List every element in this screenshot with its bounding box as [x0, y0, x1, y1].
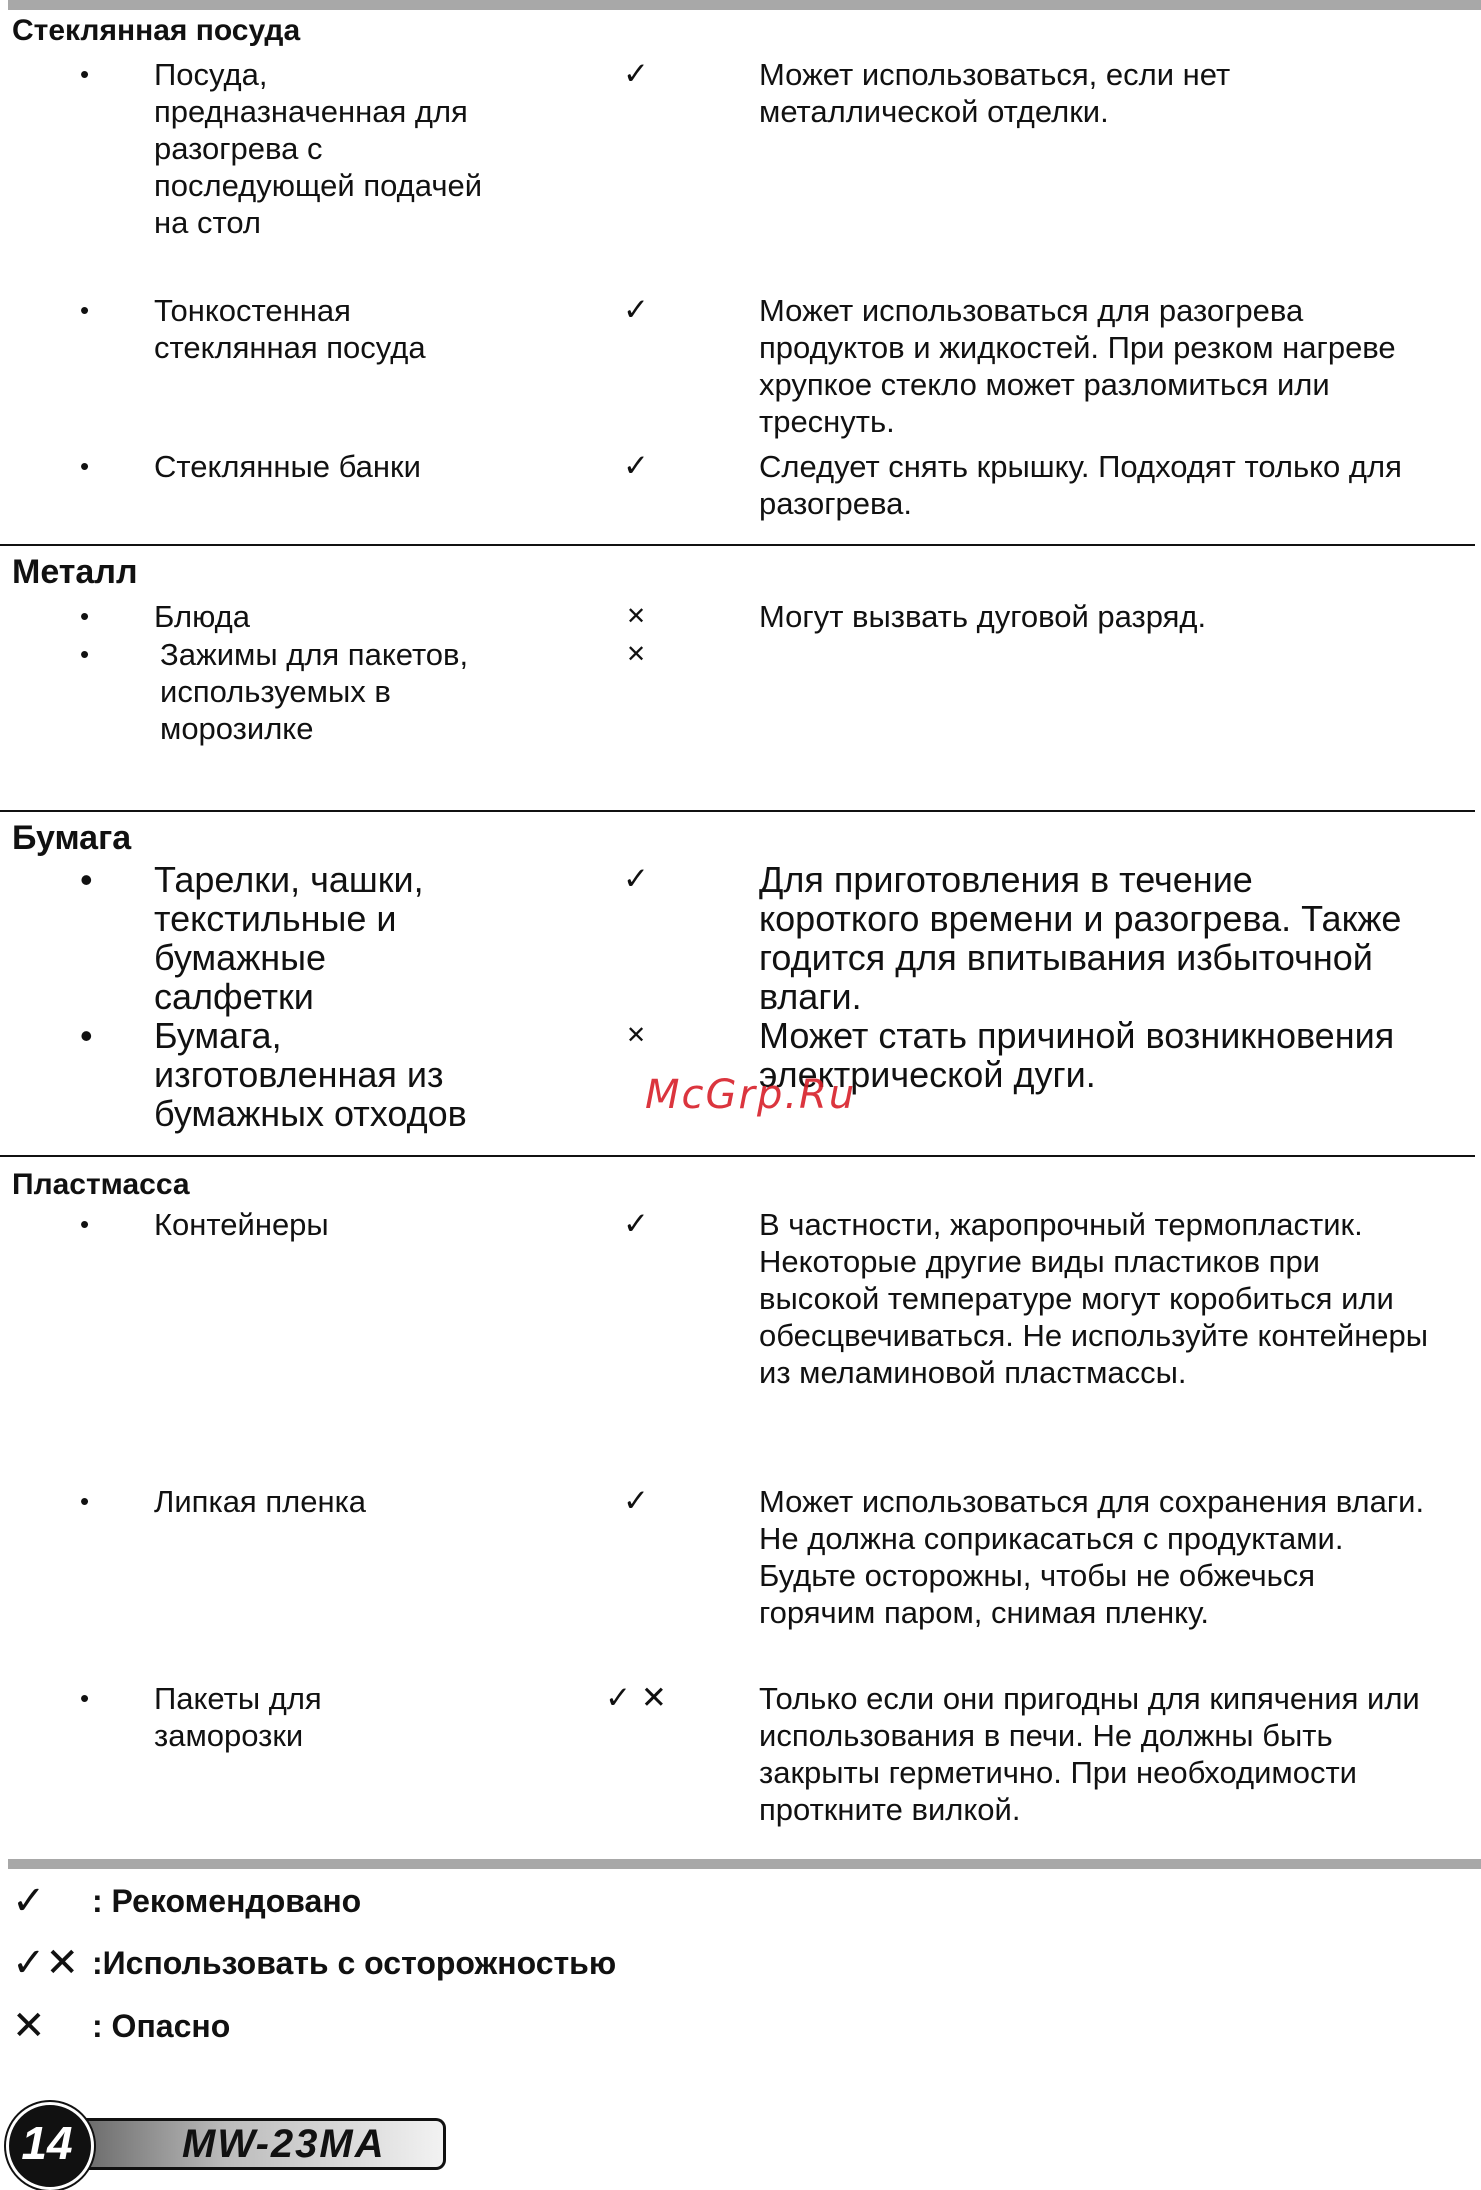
legend-label: : Опасно: [92, 2008, 231, 2044]
page-footer: [6, 2102, 456, 2188]
bullet: •: [80, 601, 90, 631]
item-name: Зажимы для пакетов, используемых в морозилке: [160, 637, 469, 746]
bullet: •: [80, 451, 90, 481]
item-description: Для приготовления в течение короткого времени и разогрева. Также годится для впитывания избыточной влаги.: [759, 859, 1402, 1017]
item-description: В частности, жаропрочный термопластик. Некоторые другие виды пластиков при высокой температуре могут коробиться или обесцвечиваться. Не используйте контейнеры из меламиновой пластмассы.: [759, 1207, 1429, 1390]
legend-caution: [0, 1938, 900, 1988]
check-icon: ✓: [12, 1878, 46, 1924]
item-description: Могут вызвать дуговой разряд.: [759, 599, 1207, 634]
section-title: Металл: [12, 553, 138, 591]
item-name: Контейнеры: [154, 1207, 329, 1242]
cross-icon: ✕: [625, 640, 647, 668]
item-name: Тарелки, чашки, текстильные и бумажные салфетки: [154, 859, 424, 1017]
watermark: McGrp.Ru: [645, 1072, 857, 1118]
cross-icon: ✕: [625, 602, 647, 630]
section-divider: [0, 810, 1475, 812]
item-description: Может использоваться для сохранения влаги. Не должна соприкасаться с продуктами. Будьте осторожны, чтобы не обжечься горячим паром, снимая пленку.: [759, 1484, 1425, 1630]
item-name: Стеклянные банки: [154, 449, 421, 484]
bullet: •: [80, 295, 90, 325]
item-name: Блюда: [154, 599, 250, 634]
legend-label: :Использовать с осторожностью: [92, 1945, 617, 1981]
check-icon: ✓: [623, 861, 649, 897]
legend-recommended: [0, 1876, 900, 1926]
bullet: •: [80, 1683, 90, 1713]
check-icon: ✓: [623, 56, 649, 92]
cross-icon: ✕: [12, 2003, 46, 2049]
legend-label: : Рекомендовано: [92, 1883, 362, 1919]
item-name: Липкая пленка: [154, 1484, 367, 1519]
bullet: •: [80, 639, 90, 669]
bullet: •: [80, 859, 93, 900]
legend-dangerous: [0, 2001, 900, 2051]
top-divider: [8, 0, 1481, 10]
check-cross-icon: ✓ ✕: [605, 1680, 667, 1716]
check-cross-icon: ✓✕: [12, 1940, 80, 1986]
item-name: Пакеты для заморозки: [154, 1681, 322, 1753]
check-icon: ✓: [623, 1206, 649, 1242]
item-name: Посуда, предназначенная для разогрева с последующей подачей на стол: [154, 57, 483, 240]
item-name: Бумага, изготовленная из бумажных отходов: [154, 1015, 467, 1134]
bullet: •: [80, 59, 90, 89]
item-description: Может стать причиной возникновения электрической дуги.: [759, 1015, 1395, 1095]
item-description: Только если они пригодны для кипячения или использования в печи. Не должны быть закрыты герметично. При необходимости проткните вилкой.: [759, 1681, 1420, 1827]
section-divider: [0, 544, 1475, 546]
section-title: Пластмасса: [12, 1168, 190, 1201]
check-icon: ✓: [623, 292, 649, 328]
bullet: •: [80, 1209, 90, 1239]
item-description: Следует снять крышку. Подходят только для разогрева.: [759, 449, 1402, 521]
section-title: Стеклянная посуда: [12, 14, 301, 47]
item-description: Может использоваться для разогрева продуктов и жидкостей. При резком нагреве хрупкое стекло может разломиться или треснуть.: [759, 293, 1396, 439]
bullet: •: [80, 1015, 93, 1056]
cross-icon: ✕: [625, 1021, 647, 1049]
item-description: Может использоваться, если нет металлической отделки.: [759, 57, 1231, 129]
section-divider: [0, 1155, 1475, 1157]
page-number: 14: [21, 2117, 73, 2169]
model-name: MW-23MA: [182, 2122, 386, 2166]
item-name: Тонкостенная стеклянная посуда: [154, 293, 426, 365]
bullet: •: [80, 1486, 90, 1516]
check-icon: ✓: [623, 448, 649, 484]
bottom-divider: [8, 1859, 1481, 1869]
section-title: Бумага: [12, 819, 132, 857]
check-icon: ✓: [623, 1483, 649, 1519]
